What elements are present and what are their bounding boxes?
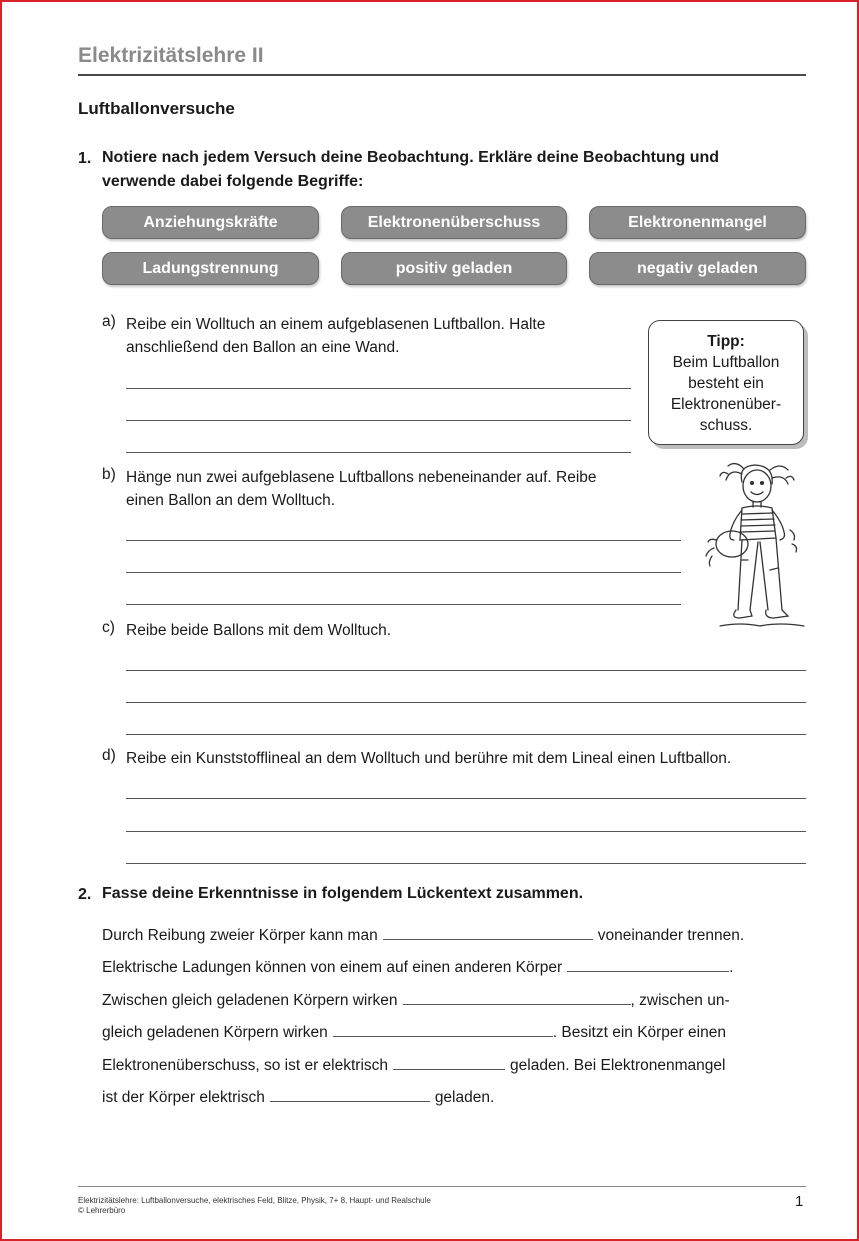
term-box: Elektronenmangel [589,206,806,239]
cloze-line [102,957,733,979]
question-1-number: 1. [78,150,92,167]
cloze-line [102,1087,494,1109]
term-box: positiv geladen [341,252,567,285]
tip-box [648,320,804,445]
cloze-gap[interactable] [393,1055,505,1070]
cloze-text: Zwischen gleich geladenen Körpern wirken [102,992,398,1009]
task-a-letter: a) [102,313,116,330]
cloze-text: voneinander trennen. [597,927,745,944]
answer-line[interactable] [126,863,806,864]
cloze-text: gleich geladenen Körpern wirken [102,1024,328,1041]
cloze-text: ist der Körper elektrisch [102,1089,265,1106]
cloze-text: , zwischen un- [630,992,730,1009]
term-box: negativ geladen [589,252,806,285]
task-c-letter: c) [102,619,115,636]
task-b-letter: b) [102,466,116,483]
answer-line[interactable] [126,831,806,832]
cloze-text: . Besitzt ein Körper einen [552,1024,726,1041]
cloze-line [102,1055,725,1077]
tip-title: Tipp: [707,333,745,350]
cloze-text: Elektronenüberschuss, so ist er elektrisch [102,1057,389,1074]
cloze-line [102,925,744,947]
title-divider [78,74,806,76]
answer-line[interactable] [126,388,631,389]
footer-copyright: © Lehrerbüro [78,1206,126,1215]
footer-source-line: Elektrizitätslehre: Luftballonversuche, elektrisches Feld, Blitze, Physik, 7+ 8, Haupt- und Realschule [78,1196,431,1205]
answer-line[interactable] [126,452,631,453]
page-number: 1 [795,1193,804,1210]
task-d-line1: Reibe ein Kunststofflineal an dem Wolltuch und berühre mit dem Lineal einen Luftballon. [126,750,732,767]
cloze-text: geladen. [434,1089,495,1106]
task-a-line1: Reibe ein Wolltuch an einem aufgeblasenen Luftballon. Halte [126,316,546,333]
cloze-gap[interactable] [567,957,729,972]
task-b-line2: einen Ballon an dem Wolltuch. [126,492,336,509]
cloze-gap[interactable] [270,1087,430,1102]
term-box: Anziehungskräfte [102,206,319,239]
cloze-line [102,990,730,1012]
cloze-text: . [729,959,734,976]
task-b-line1: Hänge nun zwei aufgeblasene Luftballons nebeneinander auf. Reibe [126,469,597,486]
page-title: Elektrizitätslehre II [78,44,264,67]
term-box: Ladungstrennung [102,252,319,285]
girl-with-balloon-illustration [700,460,810,632]
question-1-text-line2: verwende dabei folgende Begriffe: [102,173,364,190]
answer-line[interactable] [126,420,631,421]
cloze-gap[interactable] [403,990,631,1005]
cloze-gap[interactable] [383,925,593,940]
task-d-letter: d) [102,747,116,764]
answer-line[interactable] [126,572,681,573]
task-c-line1: Reibe beide Ballons mit dem Wolltuch. [126,622,392,639]
footer-source [78,1196,431,1216]
cloze-gap[interactable] [333,1022,553,1037]
cloze-text: geladen. Bei Elektronenmangel [510,1057,726,1074]
question-2-text: Fasse deine Erkenntnisse in folgendem Lückentext zusammen. [102,885,584,902]
cloze-line [102,1022,726,1044]
answer-line[interactable] [126,702,806,703]
answer-line[interactable] [126,540,681,541]
term-box: Elektronenüberschuss [341,206,567,239]
answer-line[interactable] [126,798,806,799]
answer-line[interactable] [126,670,806,671]
answer-line[interactable] [126,734,806,735]
cloze-text: Durch Reibung zweier Körper kann man [102,927,378,944]
section-subtitle: Luftballonversuche [78,99,235,118]
task-a-line2: anschließend den Ballon an eine Wand. [126,339,400,356]
tip-body: Beim Luftballon besteht ein Elektronenüber- schuss. [670,354,782,434]
cloze-text: Elektrische Ladungen können von einem auf einen anderen Körper [102,959,563,976]
question-1-text-line1: Notiere nach jedem Versuch deine Beobachtung. Erkläre deine Beobachtung und [102,149,720,166]
footer-divider [78,1186,806,1187]
answer-line[interactable] [126,604,681,605]
question-2-number: 2. [78,886,92,903]
